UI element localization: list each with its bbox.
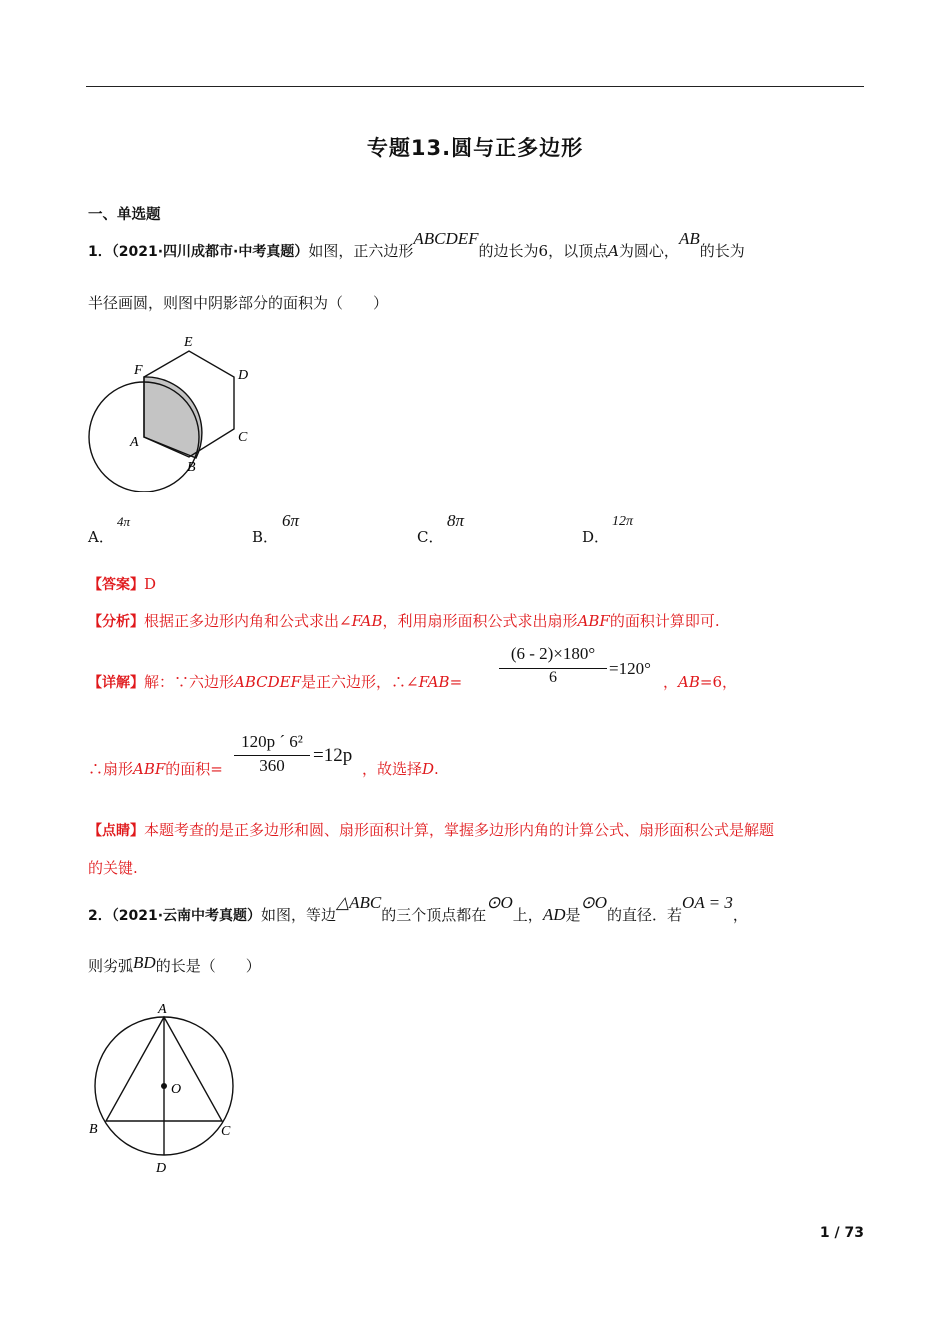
q1-figure [86,330,261,492]
q2-source: （2021·云南中考真题） [111,908,262,924]
label-o: O [171,1082,182,1097]
q1-line1: 1．（2021·四川成都市·中考真题）如图，正六边形ABCDEF的边长为6，以顶点A为圆心，AB的长为 [88,229,745,260]
label-a: A [130,435,139,450]
q1-number: 1． [88,244,112,260]
q1-source: （2021·四川成都市·中考真题） [111,244,309,260]
q1-comment-line2: 的关键. [88,859,138,877]
q1-detail-end: ，AB=6， [663,673,737,691]
option-a[interactable]: A． 4π [88,514,131,546]
q1-analysis: 【分析】根据正多边形内角和公式求出∠FAB，利用扇形面积公式求出扇形ABF的面积计算即可. [88,612,720,630]
section-heading: 一、单选题 [88,207,161,223]
label-c: C [221,1124,231,1139]
q2-line1: 2．（2021·云南中考真题）如图，等边△ABC的三个顶点都在⊙O上，AD是⊙O的直径．若OA = 3， [88,893,748,924]
header-rule [86,86,864,87]
label-c: C [238,430,248,445]
label-d: D [238,368,249,383]
option-c[interactable]: C． 8π [417,511,465,546]
label-e: E [184,335,193,350]
page-title: 专题13.圆与正多边形 [366,136,584,160]
q1-detail: 【详解】解：∵六边形ABCDEF是正六边形，∴∠FAB= [88,673,463,691]
fraction-area-result: =12p [313,745,353,766]
q1-area: ∴扇形ABF的面积= [88,760,223,778]
q1-answer: 【答案】D [88,575,157,593]
label-b: B [187,460,196,475]
label-d: D [156,1161,167,1176]
q2-line2: 则劣弧BD的长是（ ） [88,953,261,975]
center-point [161,1083,167,1089]
shaded-sector [144,377,202,458]
label-a: A [158,1002,167,1017]
option-d[interactable]: D． 12π [582,514,634,546]
q2-figure [86,998,246,1178]
q1-area-end: ，故选择D. [362,760,439,778]
q1-line2: 半径画圆，则图中阴影部分的面积为（ ） [88,294,389,312]
label-f: F [134,363,143,378]
fraction-area: 120p ´ 6² 360 [234,732,310,776]
option-b[interactable]: B． 6π [252,511,300,546]
page-number: 1 / 73 [819,1225,864,1241]
fraction-angle-result: =120° [609,659,651,678]
fraction-angle: (6 - 2)×180° 6 [499,644,607,687]
label-b: B [89,1122,98,1137]
q1-hexagon-name: ABCDEF [413,229,479,248]
q1-comment-line1: 【点睛】本题考查的是正多边形和圆、扇形面积计算，掌握多边形内角的计算公式、扇形面积公式是解题 [88,821,775,839]
